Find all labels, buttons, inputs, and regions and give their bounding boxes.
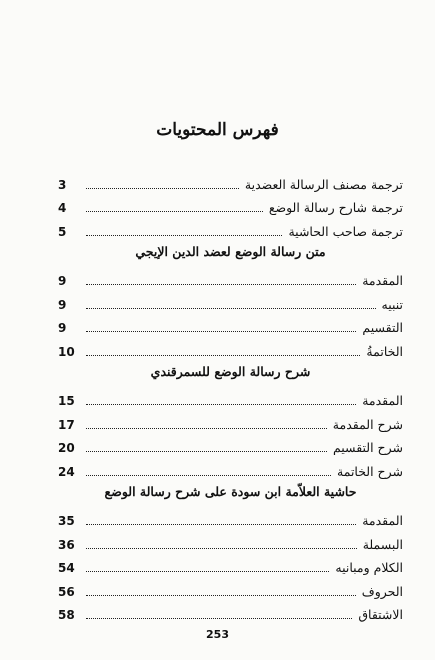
toc-entry-page: 9: [58, 321, 67, 335]
dot-leader: [86, 570, 329, 572]
page-title: فهرس المحتويات: [156, 120, 279, 140]
toc-entry-page: 17: [58, 417, 75, 432]
toc-entry: [58, 505, 403, 529]
dot-leader: [86, 594, 356, 596]
toc-entry-page: 5: [58, 224, 67, 239]
toc-entry: [58, 408, 403, 432]
toc-entry-label: ترجمة مصنف الرسالة العضدية: [244, 176, 403, 192]
toc-entry-label: الاشتقاق: [358, 607, 403, 622]
toc-entry-page: 56: [58, 584, 75, 599]
dot-leader: [86, 450, 327, 452]
dot-leader: [86, 354, 360, 356]
toc-entry: [58, 455, 403, 479]
toc-entry: [58, 192, 403, 216]
dot-leader: [86, 330, 356, 332]
toc-entry-label: البسملة: [362, 536, 403, 552]
toc-entry-page: 24: [58, 464, 75, 479]
toc-entry-page: 10: [58, 344, 75, 359]
toc-entry: [58, 575, 403, 599]
toc-entry-label: الخاتمةُ: [366, 343, 403, 359]
dot-leader: [86, 234, 282, 236]
dot-leader: [86, 547, 357, 549]
page-number: 253: [206, 628, 229, 641]
dot-leader: [86, 617, 352, 619]
toc-entry-page: 54: [58, 561, 75, 575]
table-of-contents: [58, 168, 403, 622]
toc-entry-label: الحروف: [361, 583, 403, 599]
toc-entry-page: 9: [58, 274, 67, 288]
toc-entry-label: شرح التقسيم: [332, 440, 403, 455]
toc-entry: [58, 168, 403, 192]
dot-leader: [86, 523, 356, 525]
dot-leader: [86, 427, 327, 429]
toc-entry: [58, 432, 403, 456]
dot-leader: [86, 210, 263, 212]
section-heading: شرح رسالة الوضع للسمرقندي: [150, 364, 311, 379]
toc-entry: [58, 599, 403, 623]
toc-entry-page: 36: [58, 537, 75, 552]
toc-entry-label: ترجمة صاحب الحاشية: [288, 223, 403, 239]
toc-entry-label: التقسيم: [362, 320, 403, 335]
toc-entry-page: 35: [58, 514, 75, 528]
toc-entry-label: المقدمة: [362, 393, 403, 408]
toc-entry-page: 15: [58, 394, 75, 408]
toc-entry: [58, 288, 403, 312]
toc-entry-label: المقدمة: [362, 273, 403, 288]
toc-entry-page: 58: [58, 608, 75, 622]
toc-entry-label: ترجمة شارح رسالة الوضع: [268, 200, 403, 215]
toc-entry: [58, 335, 403, 359]
toc-entry-page: 9: [58, 297, 67, 312]
toc-entry-label: شرح الخاتمة: [337, 463, 403, 479]
toc-entry-label: شرح المقدمة: [332, 416, 403, 432]
toc-entry-label: المقدمة: [362, 513, 403, 528]
section-heading: حاشية العلاّمة ابن سودة على شرح رسالة الوضع: [104, 484, 357, 499]
toc-entry: [58, 312, 403, 336]
dot-leader: [86, 403, 356, 405]
dot-leader: [86, 474, 331, 476]
toc-entry: [58, 528, 403, 552]
section-heading: متن رسالة الوضع لعضد الدين الإيجي: [135, 244, 326, 259]
toc-entry-page: 4: [58, 201, 67, 215]
toc-entry-label: تنبيه: [381, 296, 403, 312]
dot-leader: [86, 187, 239, 189]
toc-entry: [58, 385, 403, 409]
toc-entry-label: الكلام ومبانيه: [335, 560, 403, 575]
dot-leader: [86, 307, 376, 309]
toc-entry-page: 3: [58, 177, 67, 192]
toc-entry: [58, 265, 403, 289]
toc-entry-page: 20: [58, 441, 75, 455]
toc-entry: [58, 552, 403, 576]
dot-leader: [86, 283, 356, 285]
toc-entry: [58, 215, 403, 239]
